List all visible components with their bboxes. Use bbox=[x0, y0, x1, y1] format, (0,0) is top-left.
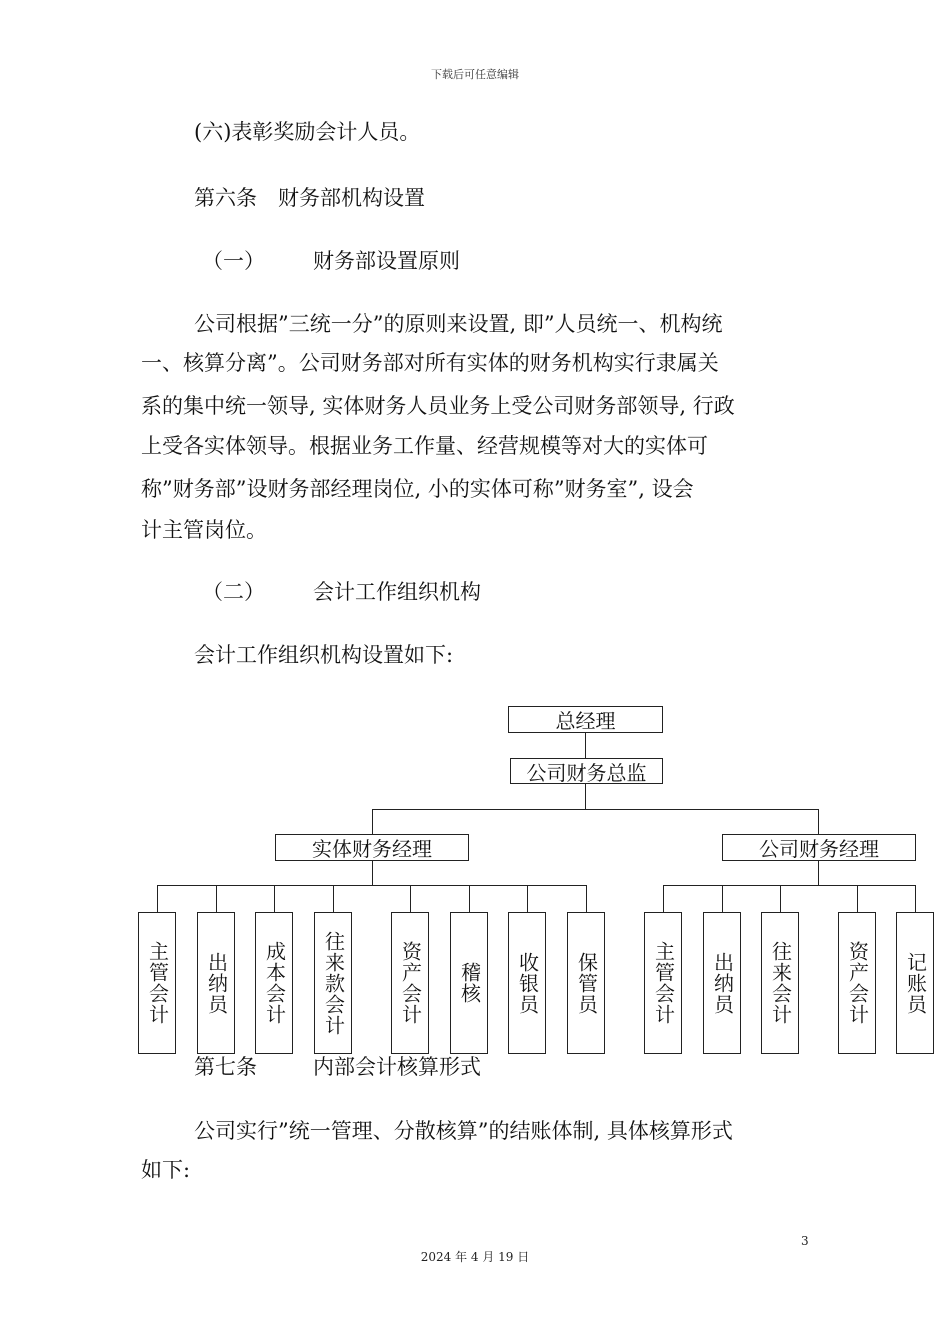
org-staff-cost-accountant: 成本会计 bbox=[255, 912, 293, 1054]
paragraph-line: 系的集中统一领导, 实体财务人员业务上受公司财务部领导, 行政 bbox=[141, 394, 735, 418]
connector-line bbox=[410, 885, 411, 912]
paragraph-line: 如下: bbox=[141, 1158, 191, 1182]
connector-line bbox=[372, 809, 819, 810]
org-node-general-manager: 总经理 bbox=[508, 706, 663, 733]
org-staff-cashier: 出纳员 bbox=[197, 912, 235, 1054]
connector-line bbox=[372, 809, 373, 835]
org-staff-accounts-accountant: 往来款会计 bbox=[314, 912, 352, 1054]
org-node-finance-director: 公司财务总监 bbox=[510, 758, 663, 784]
org-staff-teller: 收银员 bbox=[508, 912, 546, 1054]
org-staff-auditor: 稽核 bbox=[450, 912, 488, 1054]
org-chart-intro: 会计工作组织机构设置如下: bbox=[194, 643, 454, 667]
org-staff-cashier: 出纳员 bbox=[703, 912, 741, 1054]
connector-line bbox=[274, 885, 275, 912]
subsection-one-title: 财务部设置原则 bbox=[313, 249, 460, 273]
connector-line bbox=[586, 885, 587, 912]
connector-line bbox=[157, 885, 158, 912]
connector-line bbox=[818, 809, 819, 835]
org-staff-custodian: 保管员 bbox=[567, 912, 605, 1054]
page-number: 3 bbox=[801, 1234, 809, 1248]
footer-date: 2024 年 4 月 19 日 bbox=[420, 1250, 530, 1264]
org-staff-asset-accountant: 资产会计 bbox=[391, 912, 429, 1054]
paragraph-line: 公司根据”三统一分”的原则来设置, 即”人员统一、机构统 bbox=[194, 312, 723, 336]
org-staff-chief-accountant: 主管会计 bbox=[644, 912, 682, 1054]
connector-line bbox=[216, 885, 217, 912]
connector-line bbox=[372, 861, 373, 886]
connector-line bbox=[663, 885, 664, 912]
org-node-entity-finance-manager: 实体财务经理 bbox=[275, 834, 469, 861]
connector-line bbox=[469, 885, 470, 912]
page-header: 下载后可任意编辑 bbox=[431, 68, 519, 81]
connector-line bbox=[722, 885, 723, 912]
connector-line bbox=[157, 885, 587, 886]
org-staff-asset-accountant: 资产会计 bbox=[838, 912, 876, 1054]
org-staff-bookkeeper: 记账员 bbox=[896, 912, 934, 1054]
article-seven-title: 内部会计核算形式 bbox=[313, 1055, 481, 1079]
article-seven-number: 第七条 bbox=[194, 1055, 257, 1079]
connector-line bbox=[780, 885, 781, 912]
article-six-heading: 第六条 财务部机构设置 bbox=[194, 186, 425, 210]
item-six-text: (六)表彰奖励会计人员。 bbox=[194, 120, 421, 144]
paragraph-line: 一、核算分离”。公司财务部对所有实体的财务机构实行隶属关 bbox=[141, 351, 719, 375]
subsection-one-number: （一） bbox=[202, 249, 265, 273]
paragraph-line: 上受各实体领导。根据业务工作量、经营规模等对大的实体可 bbox=[141, 434, 708, 458]
connector-line bbox=[585, 784, 586, 809]
connector-line bbox=[527, 885, 528, 912]
connector-line bbox=[818, 861, 819, 886]
subsection-two-number: （二） bbox=[202, 580, 265, 604]
connector-line bbox=[663, 885, 916, 886]
connector-line bbox=[585, 733, 586, 759]
org-node-company-finance-manager: 公司财务经理 bbox=[722, 834, 916, 861]
org-staff-chief-accountant: 主管会计 bbox=[138, 912, 176, 1054]
org-staff-accounts-accountant: 往来会计 bbox=[761, 912, 799, 1054]
paragraph-line: 公司实行”统一管理、分散核算”的结账体制, 具体核算形式 bbox=[194, 1119, 733, 1143]
paragraph-line: 称”财务部”设财务部经理岗位, 小的实体可称”财务室”, 设会 bbox=[141, 477, 694, 501]
connector-line bbox=[915, 885, 916, 912]
connector-line bbox=[857, 885, 858, 912]
paragraph-line: 计主管岗位。 bbox=[141, 518, 267, 542]
connector-line bbox=[333, 885, 334, 912]
subsection-two-title: 会计工作组织机构 bbox=[313, 580, 481, 604]
